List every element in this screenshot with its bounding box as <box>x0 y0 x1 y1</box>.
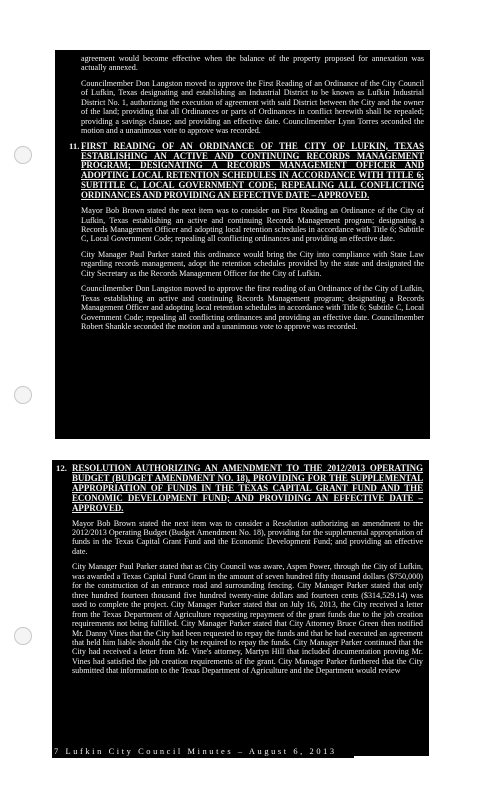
agenda-item-11-body <box>69 206 424 331</box>
minutes-page-section-2 <box>52 460 429 756</box>
agenda-item-11-heading <box>69 142 424 201</box>
agenda-item-title: FIRST READING OF AN ORDINANCE OF THE CITY OF LUFKIN, TEXAS ESTABLISHING AN ACTIVE AND CONTINUING RECORDS MANAGEMENT PROGRAM; DESIGNATING A RECORDS MANAGEMENT OFFICER AND ADOPTING LOCAL RETENTION SCHEDULES IN ACCORDANCE WITH TITLE 6; SUBTITLE C, LOCAL GOVERNMENT CODE; REPEALING ALL CONFLICTING ORDINANCES AND PROVIDING AN EFFECTIVE DATE – APPROVED. <box>81 140 424 201</box>
agenda-item-number: 11. <box>69 140 80 151</box>
binder-hole-top <box>14 146 32 164</box>
agenda-item-number: 12. <box>56 463 67 473</box>
continued-paragraph: agreement would become effective when the balance of the property proposed for annexation was actually annexed. <box>81 54 424 73</box>
page-footer <box>52 746 354 758</box>
agenda-item-12-body <box>56 519 423 676</box>
minutes-page-section-1 <box>55 50 430 439</box>
motion-records-management: Councilmember Don Langston moved to approve the first reading of an Ordinance of the City of Lufkin, Texas establishing an active and continuing Records Management program; designating a Records Management Officer and adopting local retention schedules in accordance with Title 6; Subtitle C, Local Government Code; repealing all conflicting ordinances and providing an effective date. Councilmember Robert Shankle seconded the motion and a unanimous vote to approve was recorded. <box>81 284 424 332</box>
city-manager-statement: City Manager Paul Parker stated this ordinance would bring the City into compliance with State Law regarding records management, adopt the retention schedules provided by the state and designated the City Secretary as the Records Management Officer for the City of Lufkin. <box>81 249 424 278</box>
binder-hole-bottom <box>14 627 32 645</box>
city-manager-statement: City Manager Paul Parker stated that as City Council was aware, Aspen Power, through the City of Lufkin, was awarded a Texas Capital Fund Grant in the amount of seven hundred fifty thousand dollars ($750,000) for the construction of an entrance road and surrounding fencing. City Manager Parker stated that only three hundred fourteen thousand five hundred twenty-nine dollars and fourteen cents ($314,529.14) was used to complete the project. City Manager Parker stated that on July 16, 2013, the City received a letter from the Texas Department of Agriculture requesting repayment of the grant funds due to the job creation requirements not being fulfilled. City Manager Parker stated that City Attorney Bruce Green then notified Mr. Danny Vines that the City had been requested to repay the funds and that he had executed an agreement that held him liable should the City be required to repay the funds. City Manager Parker continued that the City had received a letter from Mr. Vine's attorney, Martyn Hill that included documentation proving Mr. Vines had satisfied the job creation requirements of the grant. City Manager Parker furthered that the City submitted that information to the Texas Department of Agriculture and the Department would review <box>72 562 423 676</box>
mayor-statement: Mayor Bob Brown stated the next item was to consider a Resolution authorizing an amendment to the 2012/2013 Operating Budget (Budget Amendment No. 18), providing for the supplemental appropriation of funds in the Texas Capital Grant Fund and the Economic Development Fund; and providing an effective date. <box>72 518 423 556</box>
page-number: 7 <box>54 747 61 756</box>
footer-title: Lufkin City Council Minutes – August 6, 2013 <box>65 747 337 756</box>
agenda-item-title: RESOLUTION AUTHORIZING AN AMENDMENT TO THE 2012/2013 OPERATING BUDGET (BUDGET AMENDMENT NO. 18), PROVIDING FOR THE SUPPLEMENTAL APPROPRIATION OF FUNDS IN THE TEXAS CAPITAL GRANT FUND AND THE ECONOMIC DEVELOPMENT FUND; AND PROVIDING AN EFFECTIVE DATE – APPROVED. <box>72 463 423 513</box>
continued-paragraph-wrapper <box>69 54 424 136</box>
mayor-statement: Mayor Bob Brown stated the next item was to consider on First Reading an Ordinance of the City of Lufkin, Texas establishing an active and continuing Records Management program; designating a Records Management Officer and adopting local retention schedules in accordance with Title 6; Subtitle C, Local Government Code; repealing all conflicting ordinances and providing an effective date. <box>81 206 424 244</box>
agenda-item-12-heading <box>56 464 423 514</box>
binder-hole-middle <box>14 386 32 404</box>
motion-industrial-district: Councilmember Don Langston moved to approve the First Reading of an Ordinance of the City Council of Lufkin, Texas designating and establishing an Industrial District to be known as Lufkin Industrial District No. 1, authorizing the execution of agreement with said District between the City and the owner of the land; providing that all Ordinances or parts of Ordinances in conflict herewith shall be repealed; providing a savings clause; and providing an effective date. Councilmember Lynn Torres seconded the motion and a unanimous vote to approve was recorded. <box>81 78 424 136</box>
